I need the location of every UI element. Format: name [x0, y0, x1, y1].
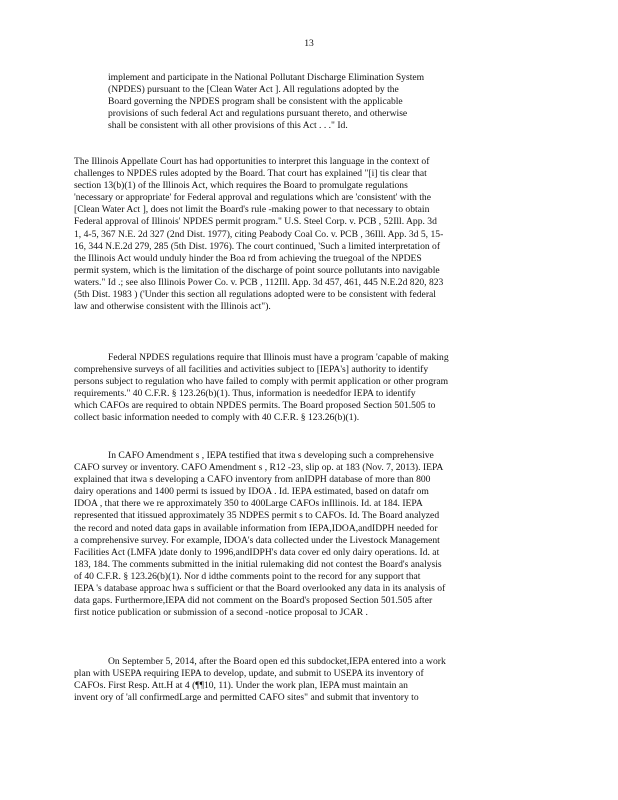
- block-quote: [108, 72, 500, 132]
- text-line: the record and noted data gaps in available information from IEPA,IDOA,andIDPH needed for: [74, 522, 438, 534]
- text-line: law and otherwise consistent with the Illinois act").: [74, 301, 271, 313]
- text-line: challenges to NPDES rules adopted by the Board. That court has explained "[i] tis clear that: [74, 168, 427, 180]
- text-line: 16, 344 N.E.2d 279, 285 (5th Dist. 1976). The court continued, 'Such a limited interpretation of: [74, 240, 441, 252]
- text-line: IEPA 's database approac hwa s sufficient or that the Board overlooked any data in its analysis of: [74, 583, 446, 595]
- text-line: shall be consistent with all other provisions of this Act . . ." Id.: [108, 120, 348, 132]
- text-line: (NPDES) pursuant to the [Clean Water Act ]. All regulations adopted by the: [108, 84, 399, 96]
- text-line: collect basic information needed to comply with 40 C.F.R. § 123.26(b)(1).: [74, 412, 360, 424]
- text-line: implement and participate in the National Pollutant Discharge Elimination System: [108, 72, 425, 83]
- text-line: 'necessary or appropriate' for Federal approval and regulations which are 'consistent' with the: [74, 192, 431, 204]
- text-line: dairy operations and 1400 permi ts issued by IDOA . Id. IEPA estimated, based on datafr om: [74, 486, 429, 498]
- text-line: waters." Id .; see also Illinois Power Co. v. PCB , 112Ill. App. 3d 457, 461, 445 N.E.2d 820, 823: [74, 276, 444, 288]
- text-line: the Illinois Act would unduly hinder the Boa rd from achieving the truegoal of the NPDES: [74, 252, 422, 264]
- paragraph-cafo-amendments: [74, 450, 510, 619]
- paragraph-appellate-court: [74, 156, 510, 313]
- text-line: represented that itissued approximately 35 NDPES permit s to CAFOs. Id. The Board analyzed: [74, 510, 440, 522]
- text-line: (5th Dist. 1983 ) ('Under this section all regulations adopted were to be consistent with federal: [74, 289, 436, 301]
- text-line: Facilities Act (LMFA )date donly to 1996,andIDPH's data cover ed only dairy operations. Id. at: [74, 546, 440, 558]
- text-line: permit system, which is the limitation of the discharge of point source pollutants into navigable: [74, 264, 440, 276]
- text-line: section 13(b)(1) of the Illinois Act, which requires the Board to promulgate regulations: [74, 180, 408, 192]
- text-line: persons subject to regulation who have failed to comply with permit application or other program: [74, 376, 449, 388]
- text-line: explained that itwa s developing a CAFO inventory from anIDPH database of more than 800: [74, 474, 431, 486]
- text-line: invent ory of 'all confirmedLarge and permitted CAFO sites" and submit that inventory to: [74, 692, 419, 704]
- text-line: first notice publication or submission of a second -notice proposal to JCAR .: [74, 607, 368, 619]
- text-line: a comprehensive survey. For example, IDOA's data collected under the Livestock Management: [74, 534, 440, 546]
- text-line: comprehensive surveys of all facilities and activities subject to [IEPA's] authority to identify: [74, 364, 429, 376]
- text-line: On September 5, 2014, after the Board open ed this subdocket,IEPA entered into a work: [108, 656, 446, 667]
- text-line: Board governing the NPDES program shall be consistent with the applicable: [108, 96, 403, 108]
- text-line: CAFO survey or inventory. CAFO Amendment s , R12 -23, slip op. at 183 (Nov. 7, 2013). IEPA: [74, 462, 444, 474]
- text-line: CAFOs. First Resp. Att.H at 4 (¶¶10, 11). Under the work plan, IEPA must maintain an: [74, 680, 408, 692]
- text-line: Federal approval of Illinois' NPDES permit program." U.S. Steel Corp. v. PCB , 52Ill. App. 3d: [74, 216, 437, 228]
- text-line: Federal NPDES regulations require that Illinois must have a program 'capable of making: [108, 352, 449, 363]
- paragraph-work-plan: [74, 656, 510, 704]
- text-line: data gaps. Furthermore,IEPA did not comment on the Board's proposed Section 501.505 after: [74, 595, 433, 607]
- page-number: 13: [304, 38, 314, 49]
- paragraph-federal-regulations: [74, 352, 510, 425]
- text-line: of 40 C.F.R. § 123.26(b)(1). Nor d idthe comments point to the record for any support that: [74, 570, 421, 582]
- text-line: requirements." 40 C.F.R. § 123.26(b)(1). Thus, information is neededfor IEPA to identify: [74, 388, 416, 400]
- text-line: provisions of such federal Act and regulations pursuant thereto, and otherwise: [108, 108, 408, 120]
- text-line: In CAFO Amendment s , IEPA testified that itwa s developing such a comprehensive: [108, 450, 434, 461]
- text-line: IDOA , that there we re approximately 350 to 400Large CAFOs inIllinois. Id. at 184. IEPA: [74, 498, 423, 510]
- text-line: 183, 184. The comments submitted in the initial rulemaking did not contest the Board's analysis: [74, 558, 442, 570]
- text-line: which CAFOs are required to obtain NPDES permits. The Board proposed Section 501.505 to: [74, 400, 436, 412]
- text-line: [Clean Water Act ], does not limit the Board's rule -making power to that necessary to obtain: [74, 204, 430, 216]
- text-line: The Illinois Appellate Court has had opportunities to interpret this language in the context of: [74, 156, 430, 167]
- text-line: plan with USEPA requiring IEPA to develop, update, and submit to USEPA its inventory of: [74, 668, 424, 680]
- text-line: 1, 4-5, 367 N.E. 2d 327 (2nd Dist. 1977), citing Peabody Coal Co. v. PCB , 36Ill. App. 3d 5, 15-: [74, 228, 444, 240]
